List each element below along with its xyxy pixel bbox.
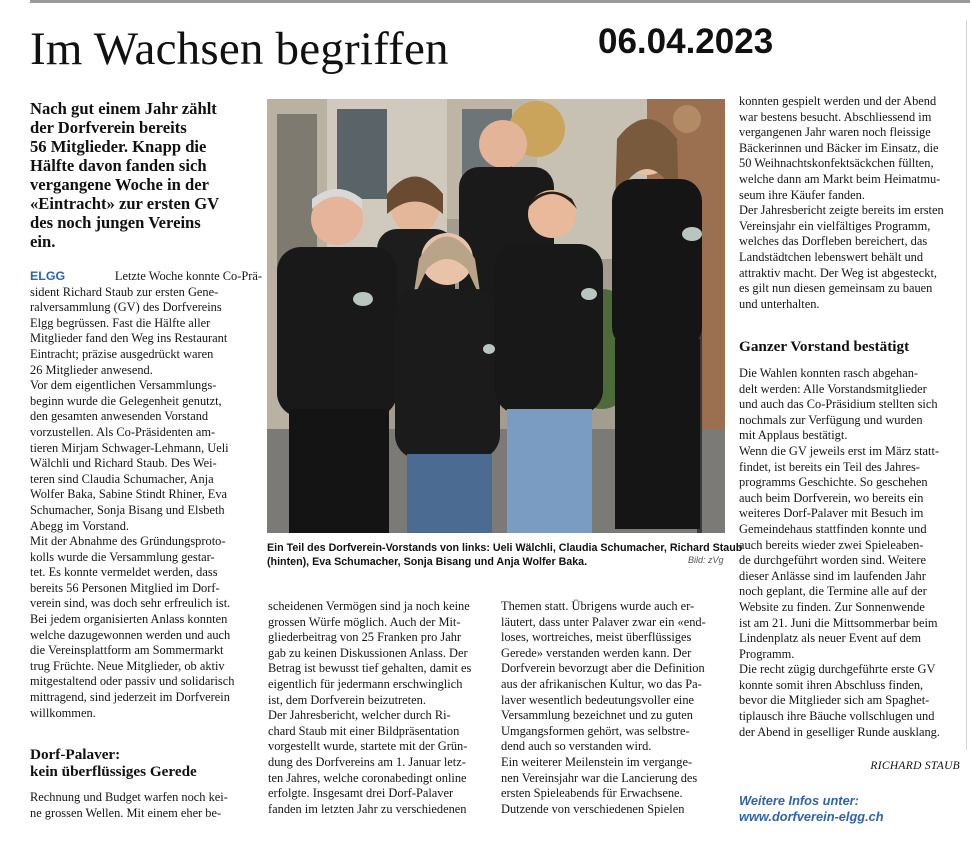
body-line: mit Applaus bestätigt. bbox=[739, 428, 848, 443]
kicker-location: ELGG bbox=[30, 269, 66, 283]
top-rule bbox=[30, 0, 970, 3]
body-line: nochmals zur Verfügung und wurden bbox=[739, 412, 923, 427]
caption-line: (hinten), Eva Schumacher, Sonja Bisang und Anja Wolfer Baka. bbox=[267, 556, 588, 568]
body-line: Umgangsformen gehört, was selbstre- bbox=[501, 723, 690, 738]
body-line: Wälchli und Richard Staub. Des Wei- bbox=[30, 456, 217, 471]
body-line: welche dazugewonnen werden und auch bbox=[30, 627, 231, 642]
body-line: Programm. bbox=[739, 646, 795, 661]
body-line: vergangenen Jahr waren noch fleissige bbox=[739, 125, 931, 140]
body-line: tieren Mirjam Schwager-Lehmann, Ueli bbox=[30, 440, 229, 455]
body-line: mitgestaltend oder passiv und solidarisch bbox=[30, 674, 235, 689]
body-line: Die recht zügig durchgeführte erste GV bbox=[739, 662, 936, 677]
info-box bbox=[739, 793, 884, 825]
body-line: konnte somit ihren Abschluss finden, bbox=[739, 677, 924, 692]
body-line: nen Vereinsjahr war die Lancierung des bbox=[501, 770, 698, 785]
article-date: 06.04.2023 bbox=[598, 22, 774, 61]
body-line: läutert, dass unter Palaver zwar ein «end- bbox=[501, 614, 706, 629]
body-line: ist, dem Dorfverein beizutreten. bbox=[268, 692, 426, 707]
body-line: Gerede» verstanden werden kann. Der bbox=[501, 645, 692, 660]
body-line: Landstädtchen lebenswert behält und bbox=[739, 249, 924, 264]
group-photo bbox=[267, 99, 725, 533]
body-line: Versammlung bezeichnet und zu guten bbox=[501, 708, 693, 723]
body-line: Die Wahlen konnten rasch abgehan- bbox=[739, 366, 919, 380]
subheading-vorstand: Ganzer Vorstand bestätigt bbox=[739, 338, 910, 355]
body-line: dung des Dorfvereins am 1. Januar letz- bbox=[268, 754, 466, 769]
body-line: Vor dem eigentlichen Versammlungs- bbox=[30, 378, 217, 393]
body-line: kolls wurde die Versammlung gestar- bbox=[30, 549, 215, 564]
body-line: tiplausch ihre Bäuche vollschlugen und bbox=[739, 709, 935, 724]
body-line: bevor die Mitglieder sich am Spaghet- bbox=[739, 693, 930, 708]
body-line: teren sind Claudia Schumacher, Anja bbox=[30, 471, 214, 486]
body-line: gab zu keinen Diskussionen Anlass. Der bbox=[268, 645, 468, 660]
lead-line: vergangene Woche in der bbox=[30, 175, 209, 194]
body-line: Schumacher, Sonja Bisang und Elsbeth bbox=[30, 502, 225, 517]
body-line: Der Jahresbericht zeigte bereits im ersten bbox=[739, 203, 944, 218]
body-line: beginn wurde die Gelegenheit genutzt, bbox=[30, 393, 222, 408]
photo-caption bbox=[267, 541, 743, 569]
caption-line: Ein Teil des Dorfverein-Vorstands von links: Ueli Wälchli, Claudia Schumacher, Richard Staub bbox=[267, 542, 743, 554]
body-line: auch beim Dorfverein, wo bereits ein bbox=[739, 490, 924, 505]
lead-line: «Eintracht» zur ersten GV bbox=[30, 194, 220, 213]
body-line: ne grossen Wellen. Mit einem eher be- bbox=[30, 805, 222, 820]
body-line: willkommen. bbox=[30, 705, 96, 720]
body-line: programms Geschichte. So geschehen bbox=[739, 475, 928, 490]
body-line: ist am 21. Juni die Mittsommerbar beim bbox=[739, 615, 938, 630]
body-line: Eintracht; präzise ausgedrückt waren bbox=[30, 346, 214, 361]
lead-line: 56 Mitglieder. Knapp die bbox=[30, 137, 207, 156]
subheading-line: kein überflüssiges Gerede bbox=[30, 763, 197, 780]
body-line: attraktiv macht. Der Weg ist abgesteckt, bbox=[739, 265, 937, 280]
body-line: noch geplant, die Termine alle auf der bbox=[739, 584, 927, 599]
body-line: bereits 56 Personen Mitglied im Dorf- bbox=[30, 580, 220, 595]
body-line: delt werden: Alle Vorstandsmitglieder bbox=[739, 381, 927, 396]
body-line: dend auch so verstanden wird. bbox=[501, 739, 652, 754]
body-line: und auch das Co-Präsidium stellten sich bbox=[739, 397, 938, 412]
text-column-2 bbox=[268, 599, 495, 817]
subheading-dorf-palaver bbox=[30, 746, 197, 780]
body-line: den gesamten anwesenden Vorstand bbox=[30, 409, 209, 424]
body-line: Mit der Abnahme des Gründungsproto- bbox=[30, 534, 226, 549]
text-column-4-b bbox=[739, 366, 963, 740]
body-line: findet, ist bereits ein Teil des Jahres- bbox=[739, 459, 920, 474]
body-line: de durchgeführt worden sind. Weitere bbox=[739, 553, 926, 568]
body-line: loses, wortreiches, meist überflüssiges bbox=[501, 630, 692, 645]
group-photo-image bbox=[267, 99, 725, 533]
body-line: 26 Mitglieder anwesend. bbox=[30, 362, 153, 377]
lead-line: des noch jungen Vereins bbox=[30, 213, 201, 232]
body-line: verein sind, was doch sehr erfreulich ist. bbox=[30, 596, 231, 611]
body-line: Bei jedem organisierten Anlass konnten bbox=[30, 612, 228, 627]
body-line: scheidenen Vermögen sind ja noch keine bbox=[268, 599, 470, 613]
body-line: Elgg begrüssen. Fast die Hälfte aller bbox=[30, 315, 211, 330]
body-line: tet. Es konnte vermeldet werden, dass bbox=[30, 565, 218, 580]
article-author: RICHARD STAUB bbox=[870, 760, 960, 772]
body-line: sident Richard Staub zur ersten Gene- bbox=[30, 284, 219, 299]
lead-line: der Dorfverein bereits bbox=[30, 118, 187, 137]
body-line: Website zu finden. Zur Sonnenwende bbox=[739, 599, 925, 614]
body-line: konnten gespielt werden und der Abend bbox=[739, 94, 937, 108]
body-line: Abegg im Vorstand. bbox=[30, 518, 130, 533]
body-line: Betrag ist bewusst tief gehalten, damit es bbox=[268, 661, 472, 676]
body-line: eigentlich für jedermann erschwinglich bbox=[268, 676, 463, 691]
body-line: chard Staub mit einer Bildpräsentation bbox=[268, 723, 460, 738]
lead-line: Nach gut einem Jahr zählt bbox=[30, 99, 217, 118]
body-line: dieser Anlässe sind im laufenden Jahr bbox=[739, 568, 926, 583]
subheading-line: Dorf-Palaver: bbox=[30, 746, 121, 763]
text-column-1-end bbox=[30, 790, 262, 821]
text-column-1 bbox=[30, 269, 262, 721]
body-line: fanden im letzten Jahr zu verschiedenen bbox=[268, 801, 467, 816]
body-line: die Vereinsplattform am Sommermarkt bbox=[30, 643, 224, 658]
right-rule bbox=[966, 20, 967, 750]
text-column-3 bbox=[501, 599, 725, 817]
body-line: grossen Würfe möglich. Auch der Mit- bbox=[268, 614, 461, 629]
article-lead bbox=[30, 99, 262, 251]
body-line: Gemeindehaus stattfinden konnte und bbox=[739, 521, 927, 536]
body-line: Wolfer Baka, Sabine Stindt Rhiner, Eva bbox=[30, 487, 228, 502]
photo-credit: Bild: zVg bbox=[688, 555, 724, 565]
body-line: vorzustellen. Als Co-Präsidenten am- bbox=[30, 424, 216, 439]
body-line: aus der afrikanischen Kultur, wo das Pa- bbox=[501, 676, 702, 691]
first-line-text: Letzte Woche konnte Co-Prä- bbox=[114, 269, 262, 283]
body-line: laver wesentlich bedeutungsvoller eine bbox=[501, 692, 695, 707]
body-line: der Abend in geselliger Runde ausklang. bbox=[739, 724, 940, 739]
first-line bbox=[30, 269, 262, 285]
body-line: Wenn die GV jeweils erst im März statt- bbox=[739, 443, 940, 458]
text-column-4 bbox=[739, 94, 963, 312]
body-line: welche dann am Markt beim Heimatmu- bbox=[739, 171, 941, 186]
body-line: Lindenplatz als neuer Event auf dem bbox=[739, 631, 921, 646]
body-line: ralversammlung (GV) des Dorfvereins bbox=[30, 300, 222, 315]
body-line: seum ihre Käufer fanden. bbox=[739, 187, 865, 202]
body-line: Bäckerinnen und Bäcker im Einsatz, die bbox=[739, 140, 939, 155]
body-line: ersten Spieleabends für Erwachsene. bbox=[501, 786, 683, 801]
body-line: Ein weiterer Meilenstein im vergange- bbox=[501, 754, 693, 769]
body-line: ten Jahres, welche coronabedingt online bbox=[268, 770, 467, 785]
body-line: welches das Dorfleben bereichert, das bbox=[739, 234, 928, 249]
body-line: Der Jahresbericht, welcher durch Ri- bbox=[268, 708, 451, 723]
body-line: trug Früchte. Neue Mitglieder, ob aktiv bbox=[30, 658, 225, 673]
body-line: erfolgte. Insgesamt drei Dorf-Palaver bbox=[268, 786, 454, 801]
lead-line: Hälfte davon fanden sich bbox=[30, 156, 207, 175]
body-line: war bestens besucht. Abschliessend im bbox=[739, 109, 932, 124]
body-line: vorgestellt wurde, startete mit der Grün- bbox=[268, 739, 468, 754]
lead-line: ein. bbox=[30, 232, 56, 251]
body-line: Dutzende von verschiedenen Spielen bbox=[501, 801, 685, 816]
body-line: Vereinsjahr ein vielfältiges Programm, bbox=[739, 218, 931, 233]
body-line: 50 Weihnachtskonfektsäckchen füllten, bbox=[739, 156, 934, 171]
body-line: Rechnung und Budget warfen noch kei- bbox=[30, 790, 228, 804]
body-line: Themen statt. Übrigens wurde auch er- bbox=[501, 599, 695, 613]
article-headline: Im Wachsen begriffen bbox=[30, 23, 449, 75]
info-link[interactable]: www.dorfverein-elgg.ch bbox=[739, 809, 884, 824]
body-line: Mitglieder fand den Weg ins Restaurant bbox=[30, 331, 228, 346]
body-line: Dorfverein bevorzugt aber die Definition bbox=[501, 661, 705, 676]
body-line: es gilt nun diesen gemeinsam zu bauen bbox=[739, 281, 933, 296]
body-line: weiteres Dorf-Palaver mit Besuch im bbox=[739, 506, 924, 521]
body-line: mittragend, sind jederzeit im Dorfverein bbox=[30, 690, 230, 705]
info-label: Weitere Infos unter: bbox=[739, 793, 859, 808]
body-line: und unterhalten. bbox=[739, 296, 820, 311]
body-line: gliederbeitrag von 25 Franken pro Jahr bbox=[268, 630, 462, 645]
body-line: auch bereits wieder zwei Spieleaben- bbox=[739, 537, 924, 552]
